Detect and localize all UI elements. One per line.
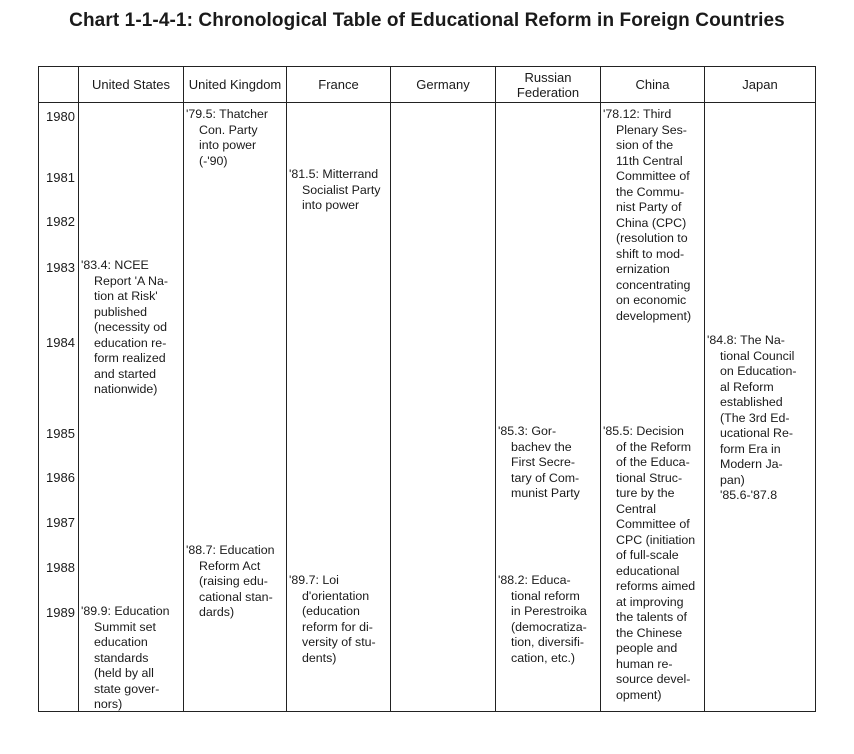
header-france: France <box>318 77 359 92</box>
entry-uk-education-reform-act: '88.7: Education Reform Act (raising edu- cational stan- dards) <box>186 543 275 619</box>
year-label: 1989 <box>46 605 75 620</box>
entry-france-loi-orientation: '89.7: Loi d'orientation (education reform for di- versity of stu- dents) <box>289 573 376 665</box>
entry-china-education-reform: '85.5: Decision of the Reform of the Educa- tional Struc- ture by the Central Committee of CPC (initiation of full-scale educational reforms aimed at improving the talents of the Chinese people and human re- source devel- opment) <box>603 424 696 702</box>
column-divider <box>78 66 79 712</box>
column-divider <box>495 66 496 712</box>
header-japan: Japan <box>742 77 778 92</box>
header-russian-federation: Russian Federation <box>516 69 580 100</box>
year-label: 1982 <box>46 214 75 229</box>
entry-uk-thatcher: '79.5: Thatcher Con. Party into power (-'90) <box>186 107 269 168</box>
year-label: 1981 <box>46 170 75 185</box>
column-divider <box>600 66 601 712</box>
column-divider <box>183 66 184 712</box>
entry-us-education-summit: '89.9: Education Summit set education standards (held by all state gover- nors) <box>81 604 170 711</box>
entry-china-third-plenary: '78.12: Third Plenary Ses- sion of the 11th Central Committee of the Commu- nist Party of China (CPC) (resolution to shift to mod- ernization concentrating on economic development) <box>603 107 692 323</box>
year-label: 1988 <box>46 560 75 575</box>
entry-japan-national-council: '84.8: The Na- tional Council on Education- al Reform established (The 3rd Ed- ucational Re- form Era in Modern Ja- pan) '85.6-'87.8 <box>707 333 797 502</box>
year-label: 1987 <box>46 515 75 530</box>
entry-us-nation-at-risk: '83.4: NCEE Report 'A Na- tion at Risk' published (necessity od education re- form realized and started nationwide) <box>81 258 168 396</box>
column-divider <box>704 66 705 712</box>
entry-russia-gorbachev: '85.3: Gor- bachev the First Secre- tary of Com- munist Party <box>498 424 580 500</box>
year-label: 1985 <box>46 426 75 441</box>
header-germany: Germany <box>416 77 470 92</box>
header-united-kingdom: United Kingdom <box>188 77 282 92</box>
year-label: 1983 <box>46 260 75 275</box>
year-label: 1984 <box>46 335 75 350</box>
header-united-states: United States <box>91 77 171 92</box>
column-divider <box>390 66 391 712</box>
column-divider <box>286 66 287 712</box>
header-china: China <box>635 77 670 92</box>
chart-title: Chart 1-1-4-1: Chronological Table of Educational Reform in Foreign Countries <box>69 10 785 31</box>
year-label: 1986 <box>46 470 75 485</box>
header-divider <box>38 102 816 103</box>
year-label: 1980 <box>46 109 75 124</box>
entry-france-mitterrand: '81.5: Mitterrand Socialist Party into power <box>289 167 381 212</box>
entry-russia-perestroika: '88.2: Educa- tional reform in Perestroika (democratiza- tion, diversifi- cation, etc.) <box>498 573 587 665</box>
